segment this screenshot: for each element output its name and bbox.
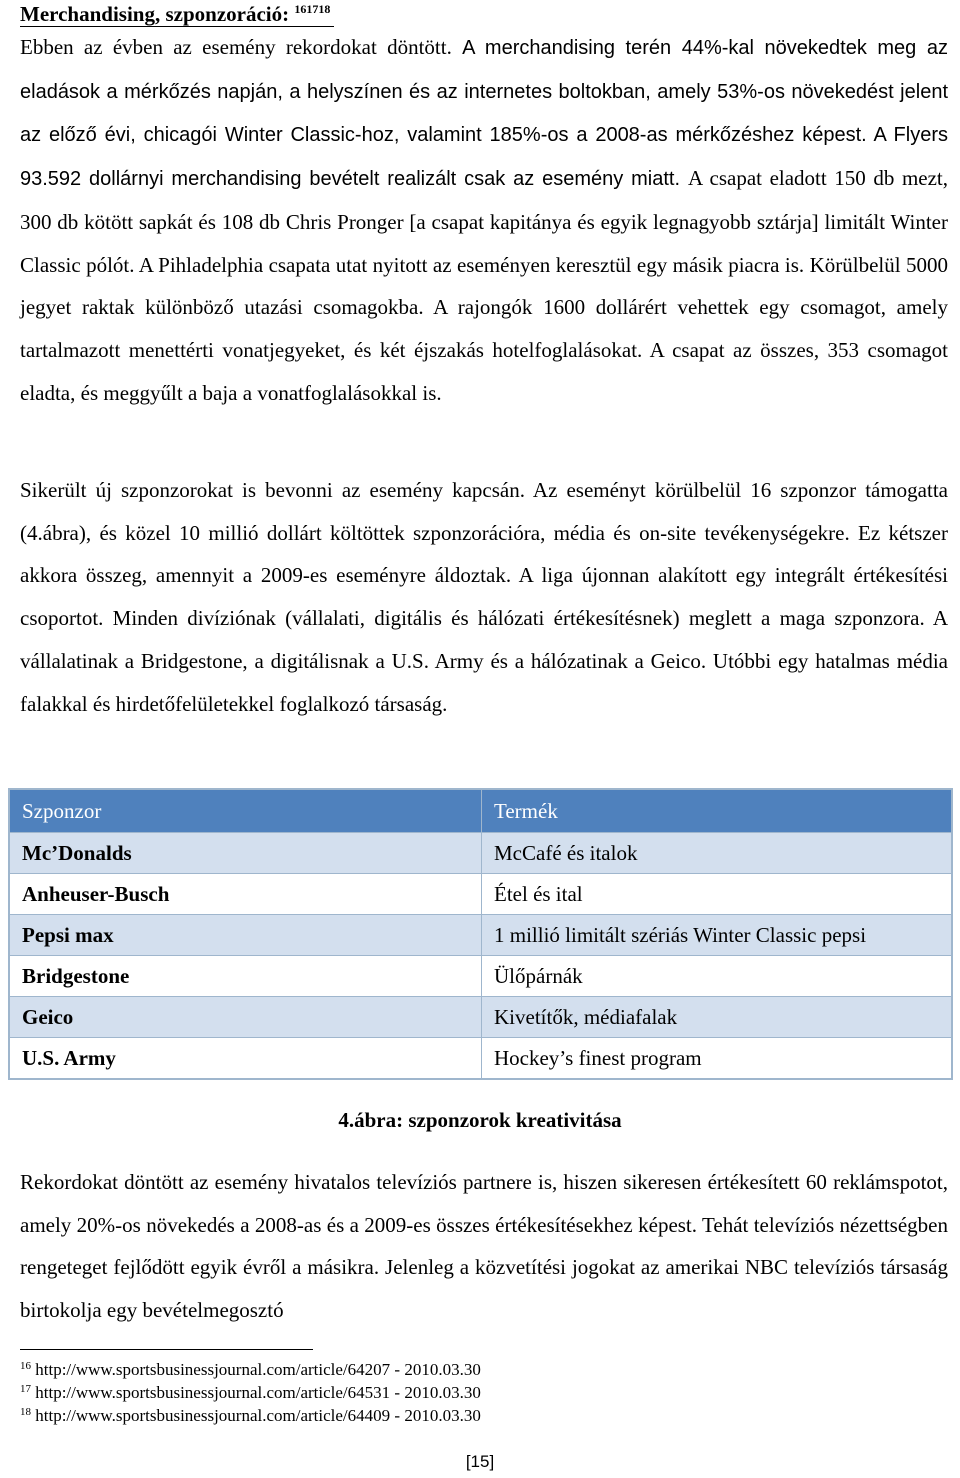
sponsor-cell: Pepsi max [9,915,482,956]
footnote-item [20,1381,481,1404]
footnote-link[interactable]: http://www.sportsbusinessjournal.com/article/64207 - 2010.03.30 [35,1360,481,1379]
table-row [9,915,952,956]
product-cell: Kivetítők, médiafalak [482,997,953,1038]
product-cell: Ülőpárnák [482,956,953,997]
footnote-number: 16 [20,1360,31,1372]
sponsor-cell: Mc’Donalds [9,833,482,874]
paragraph-merchandising-part-c: A csapat eladott 150 db mezt, 300 db kötött sapkát és 108 db Chris Pronger [a csapat kapitánya és egyik legnagyobb sztárja] limitált Winter Classic pólót. A Pihladelphia csapata utat nyitott az eseményen keresztül egy másik piacra is. Körülbelül 5000 jegyet raktak különböző utazási csomagokba. A rajongók 1600 dollárért vehettek egy csomagot, amely tartalmazott menettérti vonatjegyeket, és két éjszakás hotelfoglalásokat. A csapat az összes, 353 csomagot eladta, és meggyűlt a baja a vonatfoglalásokkal is. [20,166,948,405]
sponsor-cell: Anheuser-Busch [9,874,482,915]
sponsor-cell: U.S. Army [9,1038,482,1080]
table-row [9,1038,952,1080]
footnote-number: 17 [20,1383,31,1395]
footnotes [20,1358,481,1427]
sponsor-cell: Bridgestone [9,956,482,997]
table-caption: 4.ábra: szponzorok kreativitása [338,1108,622,1132]
footnote-item [20,1358,481,1381]
page-number: [15] [465,1452,495,1471]
paragraph-television: Rekordokat döntött az esemény hivatalos televíziós partnere is, hiszen sikeresen értékesített 60 reklámspotot, amely 20%-os növekedés a 2008-as és a 2009-es összes értékesítésekhez képest. Tehát televíziós nézettségben rengeteget fejlődött egyik évről a másikra. Jelenleg a közvetítési jogokat az amerikai NBC televíziós társaság birtokolja egy bevételmegosztó [20,1170,948,1323]
footnote-number: 18 [20,1406,31,1418]
product-cell: Étel és ital [482,874,953,915]
sponsor-column-header: Szponzor [9,789,482,833]
footnote-link[interactable]: http://www.sportsbusinessjournal.com/article/64409 - 2010.03.30 [35,1406,481,1425]
paragraph-merchandising [20,26,948,414]
sponsor-table-header-row [9,789,952,833]
footnote-link[interactable]: http://www.sportsbusinessjournal.com/article/64531 - 2010.03.30 [35,1383,481,1402]
footnote-separator [20,1349,313,1350]
footnote-item [20,1404,481,1427]
sponsor-table [8,788,953,1080]
table-row [9,997,952,1038]
section-heading [20,2,334,27]
product-cell: McCafé és italok [482,833,953,874]
section-heading-text: Merchandising, szponzoráció: [20,2,290,26]
paragraph-merchandising-part-a: Ebben az évben az esemény rekordokat döntött. [20,35,463,59]
table-row [9,833,952,874]
table-row [9,874,952,915]
footnote-refs: 161718 [294,2,331,16]
paragraph-merchandising-part-b: A merchandising terén 44%-kal növekedtek meg az eladások a mérkőzés napján, a helyszínen és az internetes boltokban, amely 53%-os növekedést jelent az előző évi, chicagói Winter Classic-hoz, valamint 185%-os a 2008-as mérkőzéshez képest. A Flyers 93.592 dollárnyi merchandising bevételt realizált csak az esemény miatt. [20,37,948,191]
product-cell: 1 millió limitált szériás Winter Classic pepsi [482,915,953,956]
paragraph-sponsorship: Sikerült új szponzorokat is bevonni az esemény kapcsán. Az eseményt körülbelül 16 szponzor támogatta (4.ábra), és közel 10 millió dollárt költöttek szponzorációra, média és on-site tevékenységekre. Ez kétszer akkora összeg, amennyit a 2009-es eseményre áldoztak. A liga újonnan alakított egy integrált értékesítési csoportot. Minden divíziónak (vállalati, digitális és hálózati értékesítésnek) meglett a maga szponzora. A vállalatinak a Bridgestone, a digitálisnak a U.S. Army és a hálózatinak a Geico. Utóbbi egy hatalmas média falakkal és hirdetőfelületekkel foglalkozó társaság. [20,478,948,716]
sponsor-cell: Geico [9,997,482,1038]
table-row [9,956,952,997]
product-cell: Hockey’s finest program [482,1038,953,1080]
product-column-header: Termék [482,789,953,833]
